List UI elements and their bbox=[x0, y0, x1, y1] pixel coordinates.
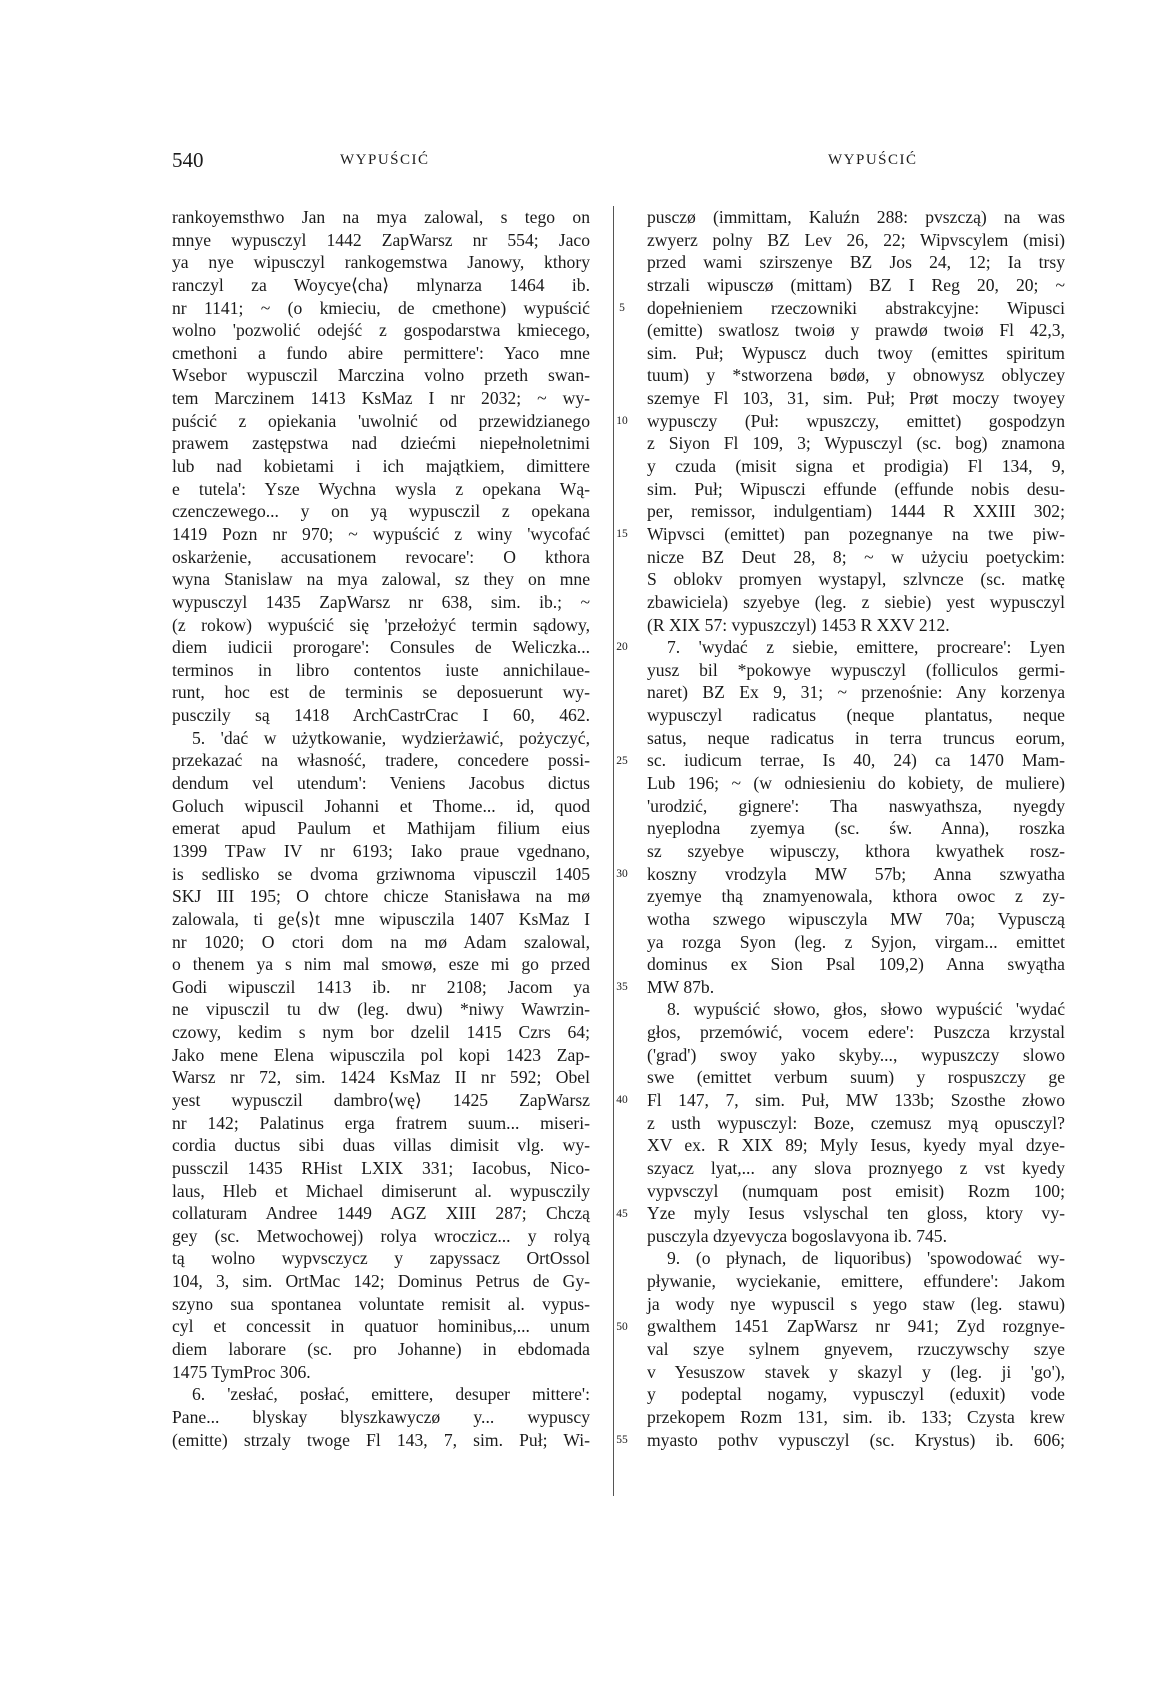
line-number: 45 bbox=[616, 1207, 628, 1220]
line-number: 5 bbox=[619, 301, 625, 314]
line-number: 40 bbox=[616, 1094, 628, 1107]
text-line: XV ex. R XIX 89; Myly Iesus, kyedy myal dzye- bbox=[647, 1135, 1065, 1156]
text-line: Wipvsci (emittet) pan pozegnanye na twe piw- bbox=[647, 523, 1065, 544]
left-text-column bbox=[172, 206, 590, 1451]
text-line: z Siyon Fl 109, 3; Wypusczyl (sc. bog) znamona bbox=[647, 433, 1065, 454]
text-line: ranczyl za Woycye⟨cha⟩ mlynarza 1464 ib. bbox=[172, 274, 590, 295]
text-line: dendum vel utendum': Veniens Jacobus dictus bbox=[172, 773, 590, 794]
line-number-gutter bbox=[613, 206, 641, 1496]
text-line: koszny vrodzyla MW 57b; Anna szwyatha bbox=[647, 863, 1065, 884]
line-number: 55 bbox=[616, 1434, 628, 1447]
text-line: wyna Stanislaw na mya zalowal, sz they on mne bbox=[172, 569, 590, 590]
text-line: nr 1141; ~ (o kmieciu, de cmethone) wypuścić bbox=[172, 297, 590, 318]
text-line: 9. (o płynach, de liquoribus) 'spowodować wy- bbox=[667, 1248, 1065, 1269]
text-line: oskarżenie, accusationem revocare': O kthora bbox=[172, 546, 590, 567]
text-line: y podeptal nogamy, vypusczyl (eduxit) vode bbox=[647, 1384, 1065, 1405]
text-line: wotha szwego wipusczyla MW 70a; Vypusczą bbox=[647, 908, 1065, 929]
text-line: laus, Hleb et Michael dimiserunt al. wypusczily bbox=[172, 1180, 590, 1201]
text-line: runt, hoc est de terminis se deposuerunt wy- bbox=[172, 682, 590, 703]
text-line: swe (emittet verbum suum) y rospuszczy ge bbox=[647, 1067, 1065, 1088]
text-line: yusz bil *pokowye wypusczyl (folliculos germi- bbox=[647, 659, 1065, 680]
text-line: Godi wipusczil 1413 ib. nr 2108; Jacom ya bbox=[172, 976, 590, 997]
text-line: 8. wypuścić słowo, głos, słowo wypuścić 'wydać bbox=[667, 999, 1065, 1020]
right-text-column bbox=[647, 206, 1065, 1451]
text-line: o thenem ya s nim mal smowø, esze mi go przed bbox=[172, 954, 590, 975]
text-line: ja wody nye wypuscil s yego staw (leg. stawu) bbox=[647, 1293, 1065, 1314]
text-line: szyno sua spontanea voluntate remisit al. vypus- bbox=[172, 1293, 590, 1314]
text-line: pusczily są 1418 ArchCastrCrac I 60, 462. bbox=[172, 705, 590, 726]
text-line: (z rokow) wypuścić się 'przełożyć termin sądowy, bbox=[172, 614, 590, 635]
text-line: satus, neque radicatus in terra truncus eorum, bbox=[647, 727, 1065, 748]
text-line: czowy, kedim s nym bor dzelil 1415 Czrs 64; bbox=[172, 1022, 590, 1043]
text-line: 6. 'zesłać, posłać, emittere, desuper mittere': bbox=[192, 1384, 590, 1405]
text-line: sim. Puł; Wipusczi effunde (effunde nobis desu- bbox=[647, 478, 1065, 499]
text-line: v Yesuszow stavek y skazyl y (leg. ji 'go'), bbox=[647, 1361, 1065, 1382]
text-line: głos, przemówić, vocem edere': Puszcza krzystal bbox=[647, 1022, 1065, 1043]
text-line: pusczø (immittam, Kaluźn 288: pvszczą) na was bbox=[647, 207, 1065, 227]
text-line: naret) BZ Ex 9, 31; ~ przenośnie: Any korzenya bbox=[647, 682, 1065, 703]
line-number: 15 bbox=[616, 528, 628, 541]
text-line: przekazać na własność, tradere, concedere possi- bbox=[172, 750, 590, 771]
line-number: 50 bbox=[616, 1320, 628, 1333]
text-line: 5. 'dać w użytkowanie, wydzierżawić, pożyczyć, bbox=[192, 727, 590, 748]
running-head-left: WYPUŚCIĆ bbox=[340, 152, 430, 168]
text-line: sc. iudicum terrae, Is 40, 24) ca 1470 Mam- bbox=[647, 750, 1065, 771]
text-line: cmethoni a fundo abire permittere': Yaco mne bbox=[172, 342, 590, 363]
text-line: prawem zastępstwa nad dziećmi niepełnoletnimi bbox=[172, 433, 590, 454]
text-line: strzali wipusczø (mittam) BZ I Reg 20, 20; ~ bbox=[647, 274, 1065, 295]
text-line: mnye wypusczyl 1442 ZapWarsz nr 554; Jaco bbox=[172, 229, 590, 250]
text-line: vypvsczyl (numquam post emisit) Rozm 100; bbox=[647, 1180, 1065, 1201]
page-number: 540 bbox=[172, 148, 204, 172]
text-line: Fl 147, 7, sim. Puł, MW 133b; Szosthe złowo bbox=[647, 1089, 1065, 1110]
text-line: sz szyebye wipusczy, kthora kwyathek rosz- bbox=[647, 840, 1065, 861]
text-line: (emitte) swatlosz twoiø y prawdø twoiø Fl 42,3, bbox=[647, 320, 1065, 341]
text-line: Yze myly Iesus vslyschal ten gloss, ktory vy- bbox=[647, 1203, 1065, 1224]
text-line: wolno 'pozwolić odejść z gospodarstwa kmiecego, bbox=[172, 320, 590, 341]
text-line: collaturam Andree 1449 AGZ XIII 287; Chczą bbox=[172, 1203, 590, 1224]
text-line: zyemye thą znamyenowala, kthora owoc z zy- bbox=[647, 886, 1065, 907]
text-line: 7. 'wydać z siebie, emittere, procreare': Lyen bbox=[667, 637, 1065, 658]
text-line: zalowala, ti ge⟨s⟩t mne wipusczila 1407 KsMaz I bbox=[172, 908, 590, 929]
text-line: Jako mene Elena wipusczila pol kopi 1423 Zap- bbox=[172, 1044, 590, 1065]
text-line: gwalthem 1451 ZapWarsz nr 941; Zyd rozgnye- bbox=[647, 1316, 1065, 1337]
text-line: tą wolno wypvsczycz y zapyssacz OrtOssol bbox=[172, 1248, 590, 1269]
text-line: puścić z opiekania 'uwolnić od przewidzianego bbox=[172, 410, 590, 431]
text-line: emerat apud Paulum et Mathijam filium eius bbox=[172, 818, 590, 839]
text-line: Pane... blyskay blyszkawyczø y... wypuscy bbox=[172, 1406, 590, 1427]
text-line: val szye sylnem gnyevem, rzuczywschy szye bbox=[647, 1339, 1065, 1360]
text-line: szemye Fl 103, 31, sim. Puł; Prøt moczy twoyey bbox=[647, 388, 1065, 409]
column-divider-rule bbox=[613, 206, 614, 1496]
text-line: przekopem Rozm 131, sim. ib. 133; Czysta krew bbox=[647, 1406, 1065, 1427]
text-line: dominus ex Sion Psal 109,2) Anna swyątha bbox=[647, 954, 1065, 975]
text-line: wypusczyl radicatus (neque plantatus, neque bbox=[647, 705, 1065, 726]
text-line: tem Marczinem 1413 KsMaz I nr 2032; ~ wy- bbox=[172, 388, 590, 409]
text-line: 104, 3, sim. OrtMac 142; Dominus Petrus de Gy- bbox=[172, 1271, 590, 1292]
text-line: (R XIX 57: vypuszczyl) 1453 R XXV 212. bbox=[647, 614, 950, 635]
text-line: SKJ III 195; O chtore chicze Stanisława na mø bbox=[172, 886, 590, 907]
text-line: wypusczy (Puł: wpuszczy, emittet) gospodzyn bbox=[647, 410, 1065, 431]
text-line: lub nad kobietami i ich majątkiem, dimittere bbox=[172, 456, 590, 477]
text-line: ne vipusczil tu dw (leg. dwu) *niwy Wawrzin- bbox=[172, 999, 590, 1020]
text-line: pussczil 1435 RHist LXIX 331; Iacobus, Nico- bbox=[172, 1157, 590, 1178]
text-line: 'urodzić, gignere': Tha naswyathsza, nyegdy bbox=[647, 795, 1065, 816]
text-line: zwyerz polny BZ Lev 26, 22; Wipvscylem (misi) bbox=[647, 229, 1065, 250]
text-line: 1419 Pozn nr 970; ~ wypuścić z winy 'wycofać bbox=[172, 523, 590, 544]
text-line: ya nye wipusczyl rankogemstwa Janowy, kthory bbox=[172, 252, 590, 273]
text-line: S oblokv promyen wystapyl, szlvncze (sc. matkę bbox=[647, 569, 1065, 590]
text-line: cyl et concessit in quatuor hominibus,... unum bbox=[172, 1316, 590, 1337]
text-line: nyeplodna zyemya (sc. św. Anna), roszka bbox=[647, 818, 1065, 839]
line-number: 35 bbox=[616, 981, 628, 994]
text-line: szyacz lyat,... any slova proznyego z vst kyedy bbox=[647, 1157, 1065, 1178]
text-line: terminos in libro contentos iuste annichilaue- bbox=[172, 659, 590, 680]
text-line: (emitte) strzaly twoge Fl 143, 7, sim. Puł; Wi- bbox=[172, 1429, 590, 1450]
text-line: per, remissor, indulgentiam) 1444 R XXIII 302; bbox=[647, 501, 1065, 522]
page-header bbox=[0, 148, 1172, 178]
text-line: pływanie, wyciekanie, emittere, effundere': Jakom bbox=[647, 1271, 1065, 1292]
text-line: Lub 196; ~ (w odniesieniu do kobiety, de muliere) bbox=[647, 773, 1065, 794]
text-line: rankoyemsthwo Jan na mya zalowal, s tego on bbox=[172, 207, 590, 227]
text-line: ya rozga Syon (leg. z Syjon, virgam... emittet bbox=[647, 931, 1065, 952]
text-line: Warsz nr 72, sim. 1424 KsMaz II nr 592; Obel bbox=[172, 1067, 590, 1088]
text-line: nr 1020; O ctori dom na mø Adam szalowal, bbox=[172, 931, 590, 952]
text-line: e tutela': Ysze Wychna wysla z opekana Wą- bbox=[172, 478, 590, 499]
text-line: cordia ductus sibi duas villas dimisit vlg. wy- bbox=[172, 1135, 590, 1156]
text-line: przed wami szirszenye BZ Jos 24, 12; Ia trsy bbox=[647, 252, 1065, 273]
text-line: 1475 TymProc 306. bbox=[172, 1361, 311, 1382]
text-line: is sedlisko se dvoma grziwnoma vipusczil 1405 bbox=[172, 863, 590, 884]
text-line: MW 87b. bbox=[647, 976, 715, 997]
line-number: 20 bbox=[616, 641, 628, 654]
text-line: 1399 TPaw IV nr 6193; Iako praue vgednano, bbox=[172, 840, 590, 861]
text-line: zbawiciela) szyebye (leg. z siebie) yest wypusczyl bbox=[647, 591, 1065, 612]
running-head-right: WYPUŚCIĆ bbox=[828, 152, 918, 168]
text-line: diem laborare (sc. pro Johanne) in ebdomada bbox=[172, 1339, 590, 1360]
text-line: tuum) y *stworzena bødø, y obnowysz oblyczey bbox=[647, 365, 1065, 386]
text-line: yest wypusczil dambro⟨wę⟩ 1425 ZapWarsz bbox=[172, 1089, 590, 1110]
text-line: Wsebor wypusczil Marczina volno przeth swan- bbox=[172, 365, 590, 386]
text-line: dopełnieniem rzeczowniki abstrakcyjne: Wipusci bbox=[647, 297, 1065, 318]
text-line: ('grad') swoy yako skyby..., wypuszczy slowo bbox=[647, 1044, 1065, 1065]
text-line: wypusczyl 1435 ZapWarsz nr 638, sim. ib.; ~ bbox=[172, 591, 590, 612]
text-line: sim. Puł; Wypuscz duch twoy (emittes spiritum bbox=[647, 342, 1065, 363]
text-line: myasto pothv vypusczyl (sc. Krystus) ib. 606; bbox=[647, 1429, 1065, 1450]
line-number: 30 bbox=[616, 867, 628, 880]
text-line: nicze BZ Deut 28, 8; ~ w użyciu poetyckim: bbox=[647, 546, 1065, 567]
text-line: nr 142; Palatinus erga fratrem suum... miseri- bbox=[172, 1112, 590, 1133]
line-number: 10 bbox=[616, 414, 628, 427]
text-line: gey (sc. Metwochowej) rolya wroczicz... y rolyą bbox=[172, 1225, 590, 1246]
text-line: y czuda (misit signa et prodigia) Fl 134, 9, bbox=[647, 456, 1065, 477]
line-number: 25 bbox=[616, 754, 628, 767]
text-line: z usth wypusczyl: Boze, czemusz myą opusczyl? bbox=[647, 1112, 1065, 1133]
text-line: pusczyla dzyevycza bogoslavyona ib. 745. bbox=[647, 1225, 947, 1246]
text-line: czenczewego... y on yą wypusczil z opekana bbox=[172, 501, 590, 522]
text-line: Goluch wipuscil Johanni et Thome... id, quod bbox=[172, 795, 590, 816]
text-line: diem iudicii prorogare': Consules de Weliczka... bbox=[172, 637, 590, 658]
